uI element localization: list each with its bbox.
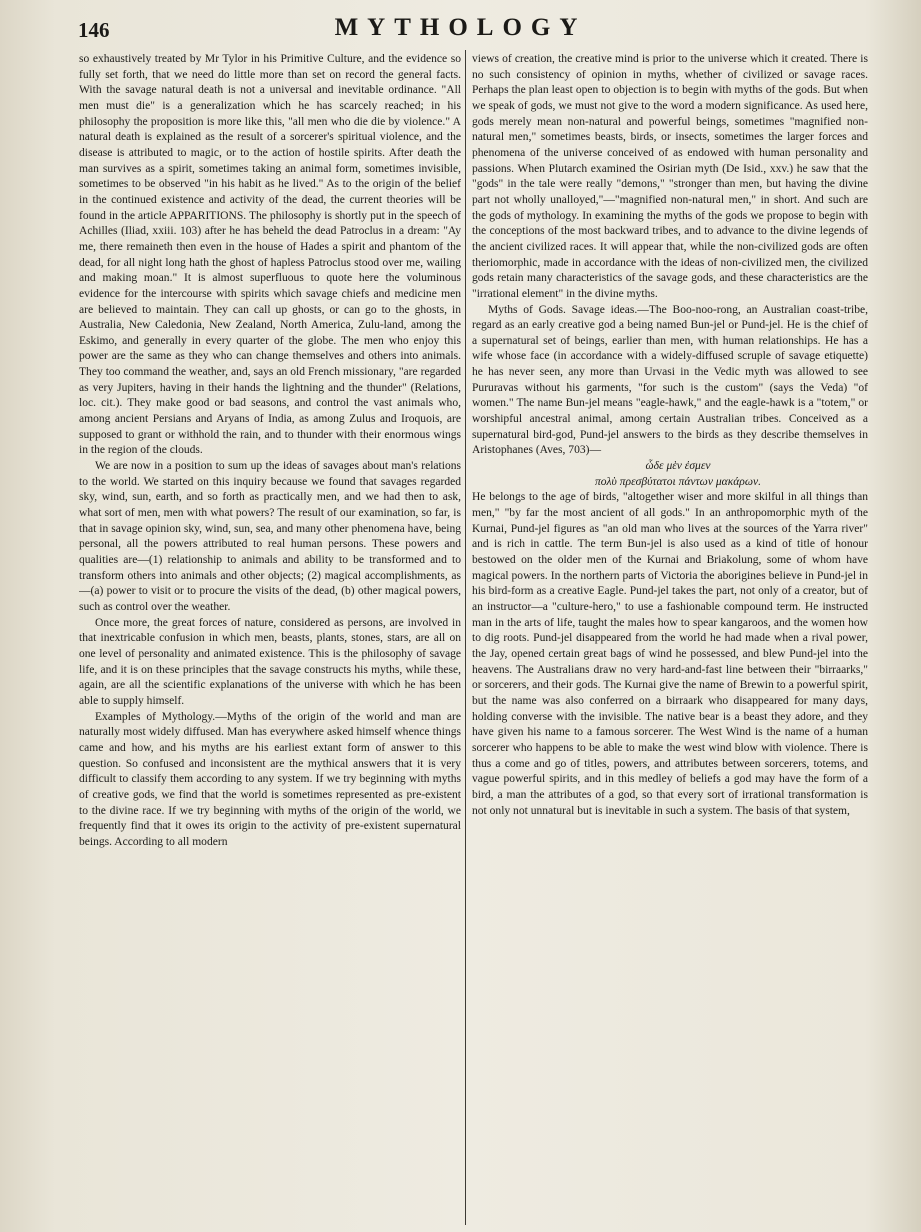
paragraph: We are now in a position to sum up the ideas of savages about man's relations to the world. We started on this inquiry because we found that savages regarded sky, wind, sun, earth, and so forth as practically men, and we had then to ask, what sort of men, men with what powers? The result of our examination, so far, is that in savage opinion sky, wind, sun, sea, and many other phenomena have, being personal, all the powers attributed to real human persons. These powers and qualities are—(1) relationship to animals and ability to be transformed and to transform others into animals and other objects; (2) magical accomplishments, as—(a) power to visit or to procure the visits of the dead, (b) other magical powers, such as control over the weather. — [79, 460, 461, 613]
paragraph: Examples of Mythology.—Myths of the origin of the world and man are naturally most widely diffused. Man has everywhere asked himself whence things came and how, and his myths are his earliest extant form of answer to this question. So confused and inconsistent are the mythical answers that it is very difficult to classify them according to any system. If we try beginning with myths of creative gods, we find that the world is sometimes represented as pre-existent to the divine race. If we try beginning with myths of the origin of the world, we frequently find that it owes its origin to the activity of pre-existent supernatural beings. According to all modern — [79, 710, 461, 848]
greek-quote-line: πολὺ πρεσβύτατοι πάντων μακάρων. — [595, 475, 761, 488]
paragraph: Once more, the great forces of nature, considered as persons, are involved in that inextricable confusion in which men, beasts, plants, stones, stars, are all on one level of personality and animated existence. This is the philosophy of savage life, and it is on these principles that the savage constructs his myths, while these, again, are all the scientific explanations of the universe with which he has been able to supply himself. — [79, 616, 461, 707]
paragraph: Myths of Gods. Savage ideas.—The Boo-noo-rong, an Australian coast-tribe, regard as an early creative god a being named Bun-jel or Pund-jel. He is the chief of a supernatural set of beings, earlier than men, with human relationships. He has a wife whose face (in accordance with a widely-diffused scruple of savage etiquette) he has never seen, any more than Urvasi in the Vedic myth was allowed to see Pururavas without his garments, "for such is the custom" (says the Veda) "of women." The name Bun-jel means "eagle-hawk," and the eagle-hawk is a "totem," or worshipful ancestral animal, among certain Australian tribes. Conceived as a supernatural bird-god, Pund-jel answers to the birds as they describe themselves in Aristophanes (Aves, 703)— — [472, 303, 868, 457]
paragraph: views of creation, the creative mind is prior to the universe which it created. There is no such consistency of opinion in myths, whether of civilized or savage races. Perhaps the plan least open to objection is to begin with myths of the gods. But when we speak of gods, we must not give to the word a modern significance. As used here, gods merely mean non-natural and powerful beings, sometimes "magnified non-natural men," sometimes beasts, birds, or insects, sometimes the larger forces and phenomena of the universe conceived of as endowed with human personality and passions. When Plutarch examined the Osirian myth (De Isid., xxv.) he saw that the "gods" in the tale were really "demons," "stronger than men, but having the divine part not wholly unalloyed,"—"magnified non-natural men," in short. And such are the gods of mythology. In examining the myths of the gods we propose to begin with the conceptions of the most backward tribes, and to advance to the divine legends of the ancient civilized races. It will appear that, while the non-civilized gods are often theriomorphic, made in accordance with the ideas of non-civilized men, the civilized gods retain many characteristics of the savage gods, and these characteristics are the "irrational element" in the divine myths. — [472, 53, 868, 300]
page-number: 146 — [78, 18, 110, 42]
column-divider — [465, 50, 466, 1225]
left-column — [79, 52, 461, 1224]
running-title: MYTHOLOGY — [334, 14, 587, 41]
right-column — [472, 52, 868, 1224]
paragraph: so exhaustively treated by Mr Tylor in his Primitive Culture, and the evidence so fully set forth, that we need do little more than set on record the general facts. With the savage natural death is not a universal and inevitable ordinance. "All men must die" is a generalization which he has scarcely reached; in his philosophy the proposition is more like this, "all men who die die by violence." A natural death is explained as the result of a sorcerer's spiritual violence, and the disease is attributed to magic, or to the action of hostile spirits. After death the man survives as a spirit, sometimes taking an animal form, sometimes invisible, sometimes to be observed "in his habit as he lived." As to the origin of the belief in the continued existence and activity of the dead, the current theories will be found in the article APPARITIONS. The philosophy is shortly put in the speech of Achilles (Iliad, xxiii. 103) after he has beheld the dead Patroclus in a dream: "Ay me, there remaineth then even in the house of Hades a spirit and phantom of the dead, for all night long hath the ghost of hapless Patroclus stood over me, wailing and making moan." It is almost superfluous to quote here the voluminous evidence for the intercourse with spirits which savage chiefs and medicine men are believed to maintain. They can call up ghosts, or can go to the ghosts, in Australia, New Caledonia, New Zealand, North America, Zulu-land, among the Eskimo, and generally in every quarter of the globe. The men who enjoy this power are the same as they who can change themselves and others into animals. They too command the weather, and, says an old French missionary, "are regarded as very Jupiters, having in their hands the lightning and the thunder" (Relations, loc. cit.). They make good or bad seasons, and control the vast animals who, among ancient Persians and Aryans of India, as among Zulus and Iroquois, are supposed to grant or withhold the rain, and to thunder with their enormous wings in the region of the clouds. — [79, 53, 461, 457]
paragraph: He belongs to the age of birds, "altogether wiser and more skilful in all things than men," "by far the most ancient of all gods." In an anthropomorphic myth of the Kurnai, Pund-jel figures as "an old man who lives at the sources of the Yarra river" and is rich in cattle. The term Bun-jel is also used as a kind of title of honour bestowed on the older men of the Kurnai and Briakolung, some of whom have magical powers. In the northern parts of Victoria the aborigines believe in Pund-jel in his bird-form as a creative Eagle. Pund-jel takes the part, not only of a creator, but of an instructor—a "culture-hero," to use a fashionable compound term. He instructed man in the arts of life, taught the males how to spear kangaroos, and the women how to dig roots. Pund-jel disappeared from the world he had made when a rival power, the Jay, opened certain great bags of wind he possessed, and blew Pund-jel into the heavens. The Australians draw no very hard-and-fast line between their "birraarks," or sorcerers, and their gods. The Kurnai give the name of Brewin to a powerful spirit, but the name was also conferred on a birraark who disappeared for many days, holding converse with the invisible. The native bear is a beast they adore, and they have given his name to a famous sorcerer. The West Wind is the name of a human sorcerer who happens to be able to make the west wind blow with violence. There is thus a come and go of titles, powers, and attributes between sorcerers, totems, and vague powerful spirits, and in this medley of beliefs a god may have the form of a bird, a man the attributes of a god, so that every sort of irrational transformation is not only not unnatural but is inevitable in such a system. The basis of that system, — [472, 491, 868, 817]
greek-quote-line: ὧδε μὲν ἐσμεν — [645, 460, 711, 473]
